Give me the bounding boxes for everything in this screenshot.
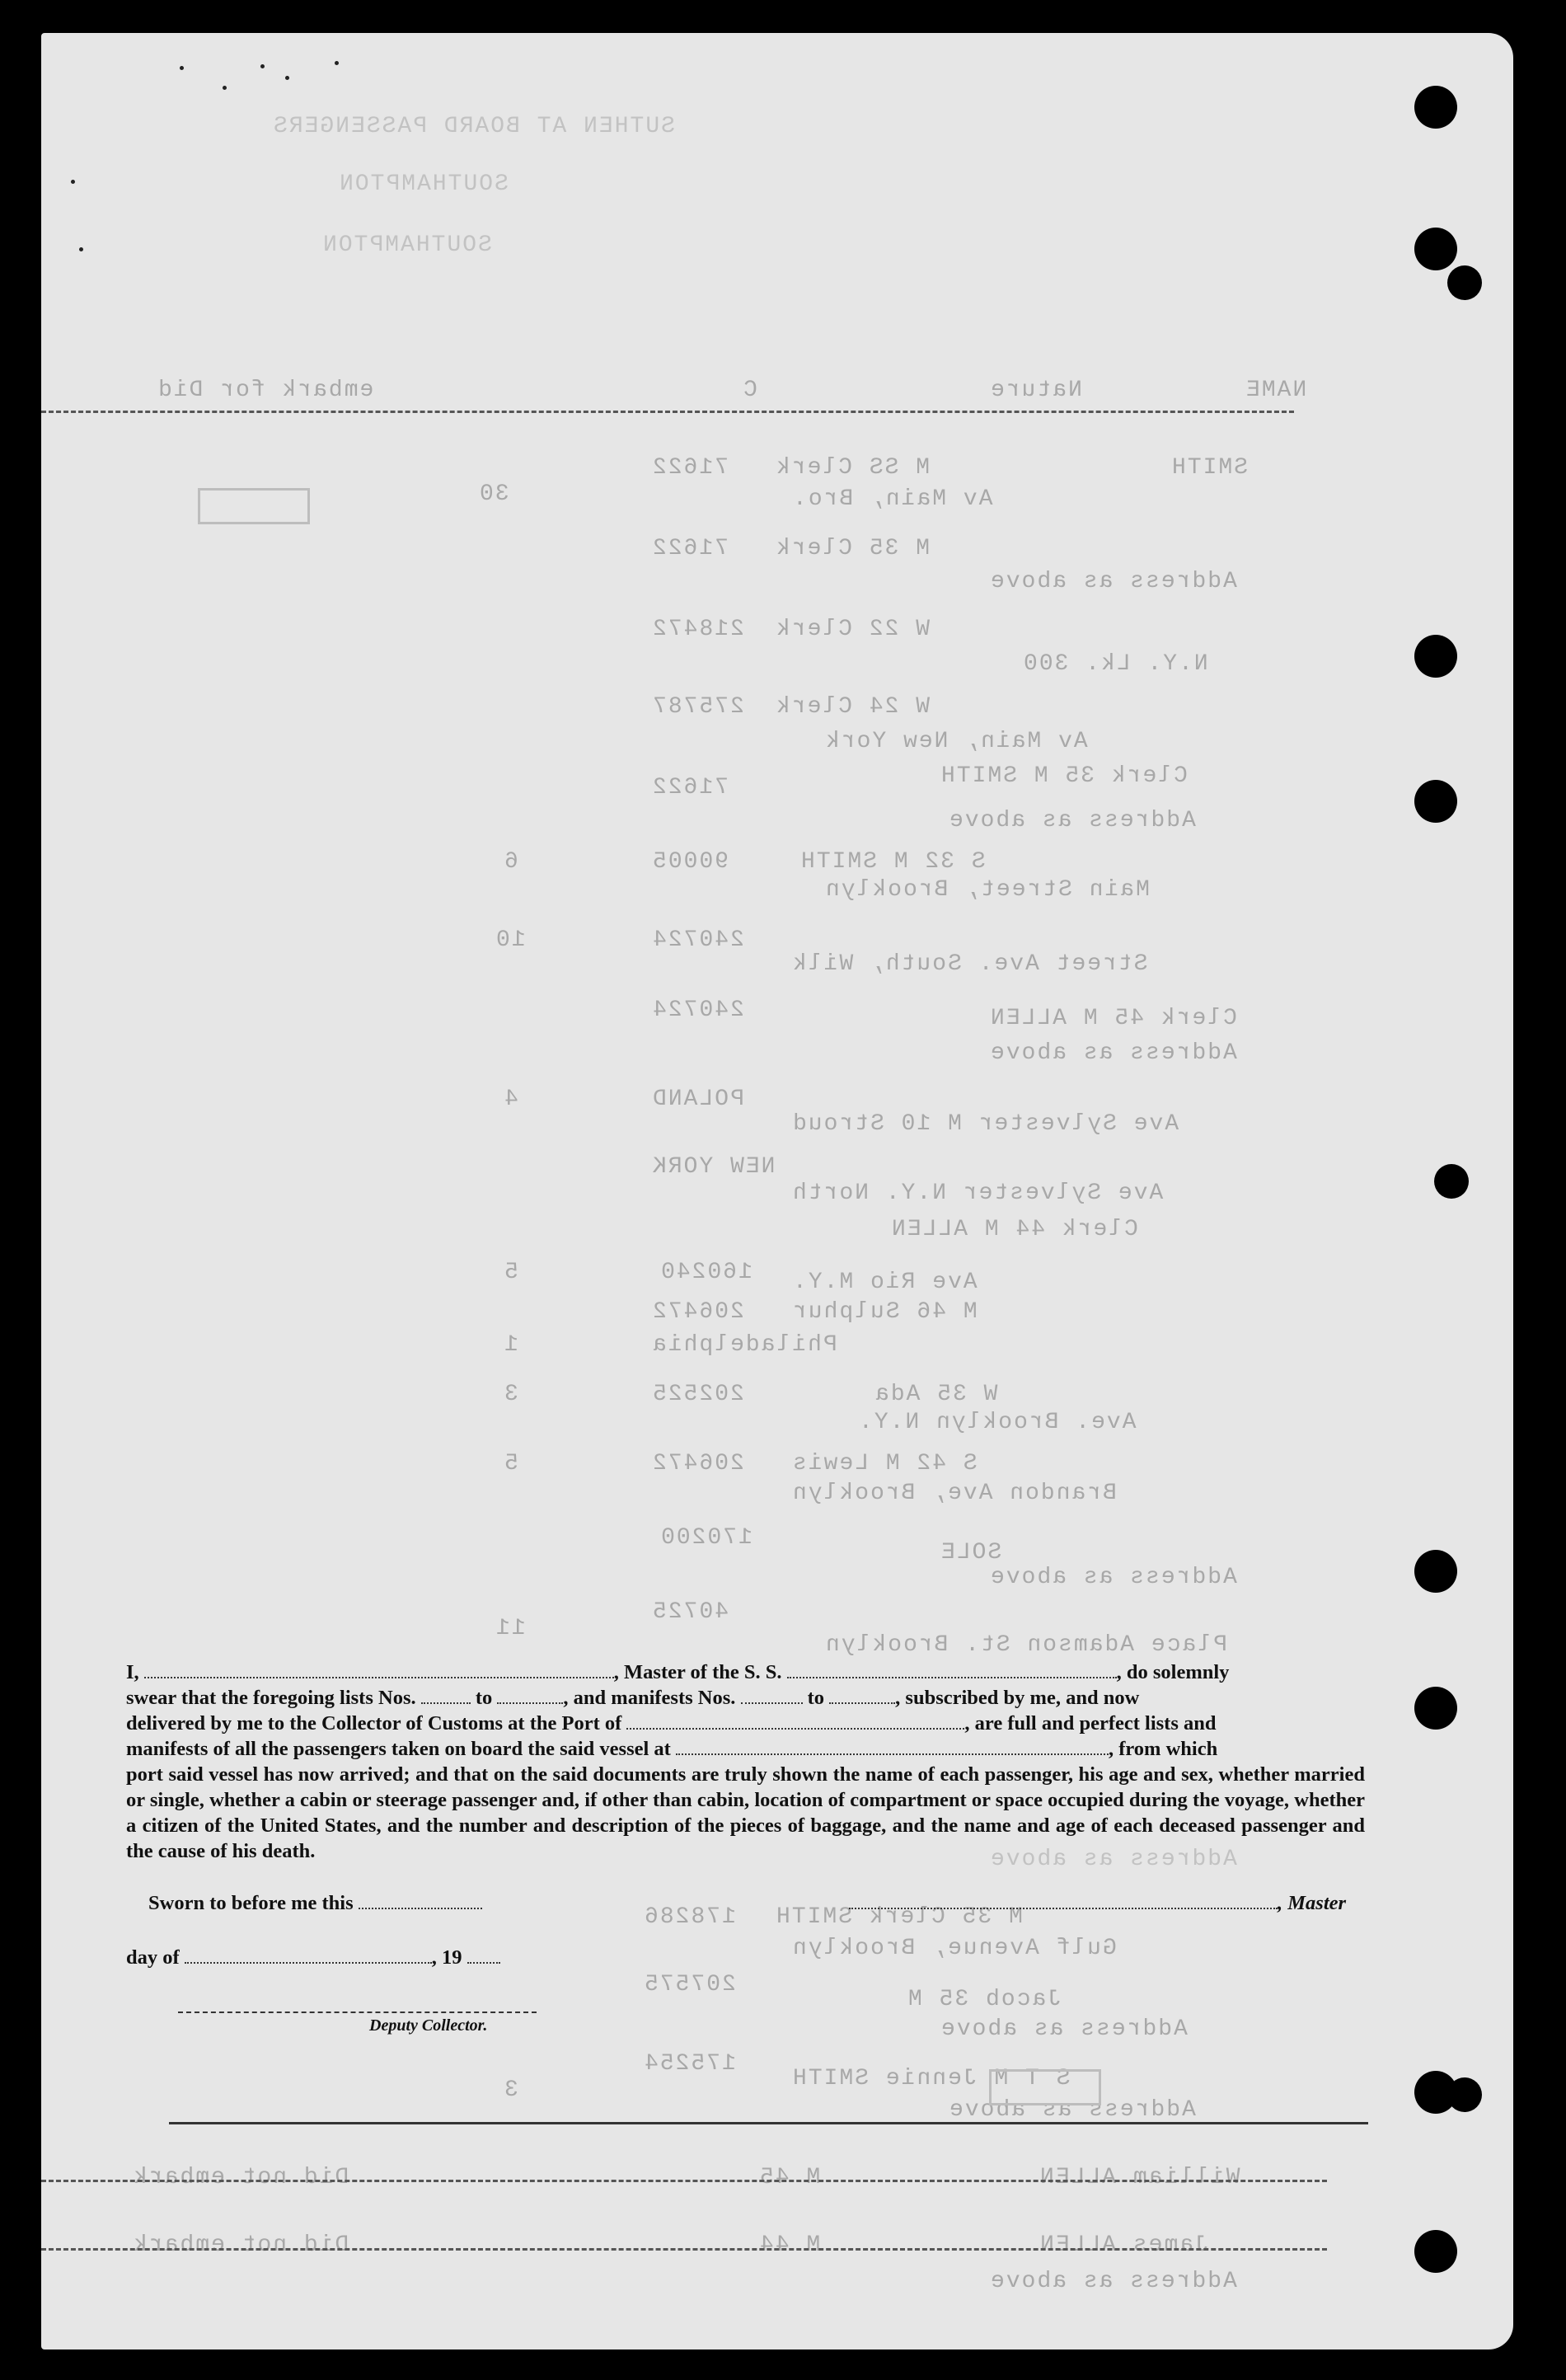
oath-swear: swear that the foregoing lists Nos. xyxy=(126,1687,416,1709)
row-rule-1 xyxy=(41,2180,1327,2182)
manifest-to-field[interactable] xyxy=(829,1686,895,1704)
oath-subscribed: , subscribed by me, and now xyxy=(895,1687,1140,1709)
master-name-field[interactable] xyxy=(144,1660,614,1678)
sworn-line xyxy=(148,1891,482,1915)
oath-line-4 xyxy=(126,1736,1365,1762)
header-rule xyxy=(41,411,1294,413)
embark-port-field[interactable] xyxy=(676,1737,1109,1755)
oath-bottom-rule xyxy=(169,2122,1368,2124)
row-rule-2 xyxy=(41,2248,1327,2251)
ship-name-field[interactable] xyxy=(787,1660,1117,1678)
sworn-to-label: Sworn to before me this xyxy=(148,1892,354,1914)
sworn-day-field[interactable] xyxy=(359,1891,482,1909)
oath-master-of: , Master of the S. S. xyxy=(613,1661,782,1683)
oath-delivered: delivered by me to the Collector of Customs at the Port of xyxy=(126,1712,622,1735)
list-from-field[interactable] xyxy=(421,1686,471,1704)
oath-line-2 xyxy=(126,1685,1365,1711)
master-label: , Master xyxy=(1278,1892,1347,1914)
binder-hole-3 xyxy=(1447,265,1482,300)
oath-line-1 xyxy=(126,1659,1365,1685)
port-field[interactable] xyxy=(626,1711,964,1730)
oath-do-solemnly: , do solemnly xyxy=(1116,1661,1230,1683)
binder-hole-7 xyxy=(1414,1550,1457,1593)
master-signature-line xyxy=(849,1891,1346,1915)
year-field[interactable] xyxy=(467,1946,500,1964)
list-to-field[interactable] xyxy=(497,1686,563,1704)
deputy-signature-line[interactable] xyxy=(178,2011,537,2013)
binder-hole-8 xyxy=(1414,1687,1457,1730)
binder-hole-1 xyxy=(1414,86,1457,129)
day-of-line xyxy=(126,1946,500,1969)
year-label: , 19 xyxy=(431,1946,462,1969)
manifest-from-field[interactable] xyxy=(741,1686,803,1704)
binder-hole-6 xyxy=(1434,1164,1469,1199)
deputy-collector-label: Deputy Collector. xyxy=(369,2016,488,2035)
oath-to-2: to xyxy=(807,1687,825,1709)
oath-and-manifests: , and manifests Nos. xyxy=(563,1687,736,1709)
binder-hole-11 xyxy=(1414,2230,1457,2273)
oath-i-label: I, xyxy=(126,1661,139,1683)
master-signature-field[interactable] xyxy=(849,1891,1278,1909)
oath-to: to xyxy=(475,1687,493,1709)
oath-paragraph xyxy=(126,1659,1365,1864)
oath-line-3 xyxy=(126,1711,1365,1736)
month-field[interactable] xyxy=(185,1946,432,1964)
binder-hole-10 xyxy=(1447,2077,1482,2112)
day-of-label: day of xyxy=(126,1946,180,1969)
oath-full-perfect: , are full and perfect lists and xyxy=(964,1712,1217,1735)
binder-hole-4 xyxy=(1414,635,1457,678)
binder-hole-2 xyxy=(1414,228,1457,270)
oath-body: port said vessel has now arrived; and that on the said documents are truly shown the name of each passenger, his age and sex, whether married or single, whether a cabin or steerage passenger and, if other than cabin, location of compartment or space occupied during the voyage, whether a citizen of the United States, and the number and description of the pieces of baggage, and the name and age of each deceased passenger and the cause of his death. xyxy=(126,1763,1365,1862)
oath-manifests-of: manifests of all the passengers taken on board the said vessel at xyxy=(126,1738,671,1760)
binder-hole-5 xyxy=(1414,780,1457,823)
oath-from-which: , from which xyxy=(1108,1738,1218,1760)
